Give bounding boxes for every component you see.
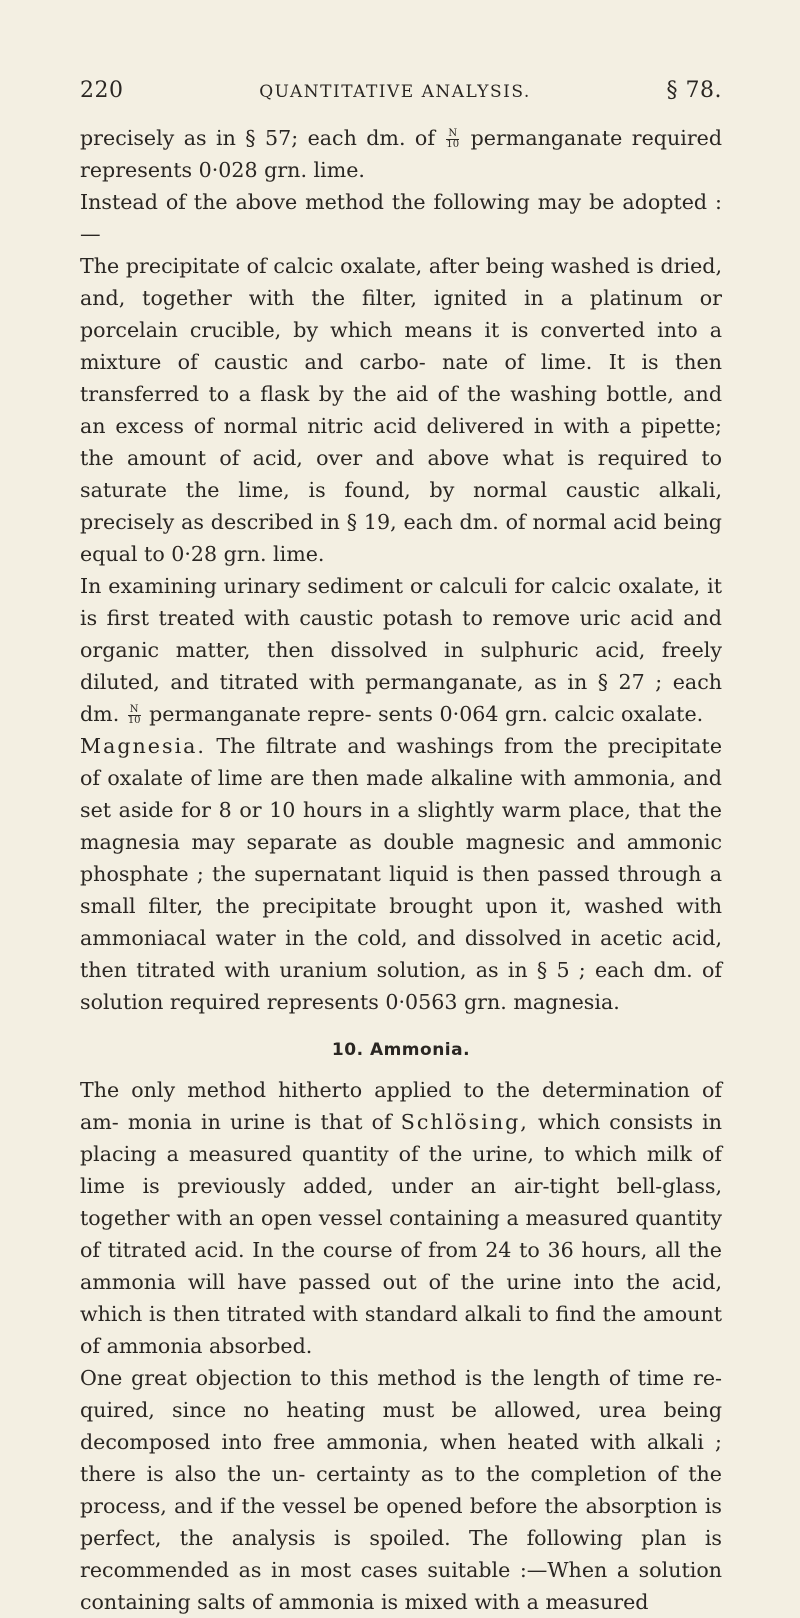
paragraph-1: precisely as in § 57; each dm. of $\frac{N}{10}$ permanganate required represents 0·028 grn. lime. (80, 126, 723, 182)
running-title: QUANTITATIVE ANALYSIS. (259, 82, 531, 102)
paragraph-4: In examining urinary sediment or calculi for calcic oxalate, it is first treated with caustic potash to remove uric acid and organic matter, then dissolved in sulphuric acid, freely diluted, and titrated with permanganate, as in § 27 ; each dm. $\frac{N}{10}$ permanganate repre- sents 0·064 grn. calcic oxalate. (80, 574, 722, 726)
fraction-n-10: $\frac{N}{10}$ (127, 704, 141, 726)
page-number: 220 (80, 78, 124, 103)
paragraph-7: One great objection to this method is the length of time re- quired, since no heating must be allowed, urea being decomposed into free ammonia, when heated with alkali ; there is also the un- certainty as to the completion of the process, and if the vessel be opened before the absorption is perfect, the analysis is spoiled. The following plan is recommended as in most cases suitable :—When a solution containing salts of ammonia is mixed with a measured (80, 1366, 722, 1614)
running-header (80, 78, 722, 103)
paragraph-3: The precipitate of calcic oxalate, after being washed is dried, and, together with the filter, ignited in a platinum or porcelain crucible, by which means it is converted into a mixture of caustic and carbo- nate of lime. It is then transferred to a flask by the aid of the washing bottle, and an excess of normal nitric acid delivered in with a pipette; the amount of acid, over and above what is required to saturate the lime, is found, by normal caustic alkali, precisely as described in § 19, each dm. of normal acid being equal to 0·28 grn. lime. (80, 254, 722, 566)
paragraph-magnesia: Magnesia. The filtrate and washings from the precipitate of oxalate of lime are then made alkaline with ammonia, and set aside for 8 or 10 hours in a slightly warm place, that the magnesia may separate as double magnesic and ammonic phosphate ; the supernatant liquid is then passed through a small filter, the precipitate brought upon it, washed with ammoniacal water in the cold, and dissolved in acetic acid, then titrated with uranium solution, as in § 5 ; each dm. of solution required represents 0·0563 grn. magnesia. (80, 734, 723, 1014)
paragraph-6: The only method hitherto applied to the determination of am- monia in urine is that of Schlösing, which consists in placing a measured quantity of the urine, to which milk of lime is previously added, under an air-tight bell-glass, together with an open vessel containing a measured quantity of titrated acid. In the course of from 24 to 36 hours, all the ammonia will have passed out of the urine into the acid, which is then titrated with standard alkali to find the amount of ammonia absorbed. (80, 1078, 723, 1358)
section-heading-ammonia: 10. Ammonia. (331, 1040, 471, 1060)
section-reference: § 78. (666, 78, 722, 103)
fraction-n-10: $\frac{N}{10}$ (446, 128, 460, 150)
page-body (80, 122, 722, 1618)
paragraph-2: Instead of the above method the following may be adopted :— (80, 190, 722, 246)
author-name: Schlösing, (400, 1110, 529, 1134)
paragraph-term: Magnesia. (80, 734, 206, 758)
